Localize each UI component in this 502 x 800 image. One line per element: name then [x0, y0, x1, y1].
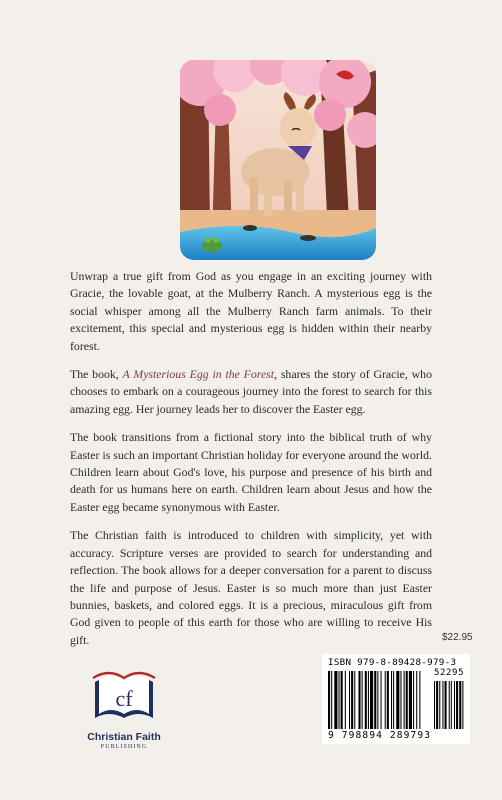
blurb-paragraph-4: The Christian faith is introduced to children with simplicity, yet with accuracy. Scripture verses are provided to search for understanding and reflection. The book allows for a deeper conversation for a parent to discuss the life and purpose of Jesus. Easter is so much more than just Easter bunnies, baskets, and colored eggs. It is a precious, miraculous gift from God given to people of this earth for those who are willing to receive His gift. [70, 528, 432, 647]
barcode-bar [409, 671, 412, 729]
price-label: $22.95 [442, 632, 473, 643]
barcode-bar [385, 671, 386, 729]
barcode-bar [419, 671, 420, 729]
barcode-bars [322, 669, 470, 731]
barcode-bar [349, 671, 350, 729]
barcode-bar [391, 671, 392, 729]
barcode-bar [334, 671, 337, 729]
publisher-subtitle: PUBLISHING [100, 744, 148, 750]
book-title: A Mysterious Egg in the Forest [122, 367, 275, 382]
barcode-addon-bar [454, 681, 455, 729]
blurb-paragraph-2 [70, 366, 432, 418]
barcode-bar [404, 671, 405, 729]
barcode-addon-bar [462, 681, 463, 729]
barcode-bar [351, 671, 353, 729]
barcode-bar [370, 671, 373, 729]
barcode-bar [331, 671, 332, 729]
cover-illustration [180, 60, 376, 260]
barcode-addon-bar [451, 681, 452, 729]
isbn-barcode [322, 654, 470, 744]
publisher-logo-letters: cf [115, 686, 133, 711]
blurb-paragraph-3: The book transitions from a fictional story into the biblical truth of why Easter is such an important Christian holiday for everyone around the world. Children learn about God's love, his purpose and presence of his birth and death for us humans here on earth. Children learn about Jesus and how the Easter egg became synonymous with Easter. [70, 430, 432, 514]
barcode-bar [377, 671, 378, 729]
barcode-addon-bar [449, 681, 450, 729]
barcode-bar [396, 671, 399, 729]
barcode-bar [381, 671, 382, 729]
barcode-addon-bar [442, 681, 443, 729]
blurb-p2-prefix: The book, [70, 367, 123, 382]
barcode-bar [354, 671, 355, 729]
blurb-paragraph-1: Unwrap a true gift from God as you engage in an exciting journey with Gracie, the lovable goat, at the Mulberry Ranch. A mysterious egg is the social whisper among all the Mulberry Ranch farm animals. To their excitement, this special and mysterious egg is hidden within their nearby forest. [70, 269, 432, 353]
barcode-bar [393, 671, 394, 729]
barcode-bar [406, 671, 408, 729]
barcode-bar [387, 671, 389, 729]
barcode-bar [341, 671, 343, 729]
barcode-bar [413, 671, 414, 729]
isbn-label: ISBN 979-8-89428-979-3 [328, 657, 457, 668]
barcode-addon-bar [456, 681, 458, 729]
barcode-bar [358, 671, 360, 729]
barcode-bar [365, 671, 367, 729]
barcode-addon-bar [459, 681, 461, 729]
back-cover-blurb [70, 268, 432, 660]
price-code: 52295 [434, 668, 465, 678]
barcode-addon-bar [434, 681, 435, 729]
barcode-number: 9 798894 289793 [328, 730, 432, 741]
barcode-bar [400, 671, 401, 729]
barcode-bar [345, 671, 346, 729]
barcode-bar [416, 671, 417, 729]
publisher-book-icon [89, 668, 159, 724]
barcode-addon-bar [439, 681, 440, 729]
barcode-bar [368, 671, 369, 729]
barcode-addon-bar [436, 681, 438, 729]
barcode-addon-bar [445, 681, 447, 729]
publisher-name: Christian Faith [87, 731, 161, 743]
barcode-bar [362, 671, 363, 729]
blurb-p2-suffix: , shares the story of Gracie, who chooses to embark on a courageous journey into the forest to search for this amazing egg. Her journey leads her to discover the Easter egg. [70, 367, 432, 416]
barcode-bar [339, 671, 340, 729]
barcode-bar [374, 671, 376, 729]
publisher-logo [78, 668, 170, 750]
barcode-bar [328, 671, 330, 729]
